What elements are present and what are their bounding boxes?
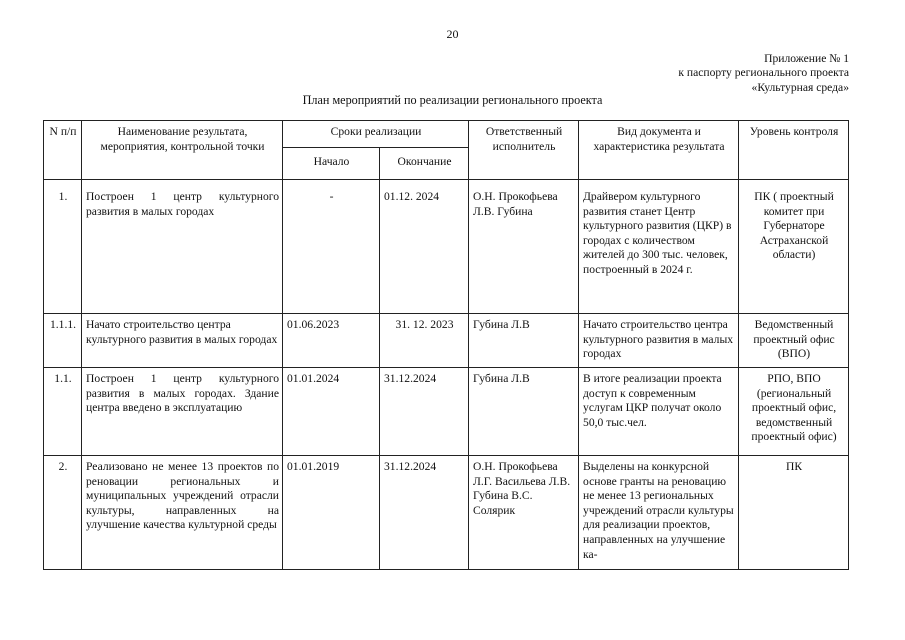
- row-start: 01.06.2023: [283, 314, 380, 368]
- table-row: [44, 368, 849, 456]
- row-name: Построен 1 центр культурного развития в малых городах: [82, 180, 283, 314]
- table-row: [44, 456, 849, 570]
- row-start: 01.01.2024: [283, 368, 380, 456]
- header-name: Наименование результата, мероприятия, контрольной точки: [82, 121, 283, 180]
- row-name: Реализовано не менее 13 проектов по реновации региональных и муниципальных учреждений отрасли культуры, направленных на улучшение качества культурной среды: [82, 456, 283, 570]
- appendix-line-3: «Культурная среда»: [751, 80, 849, 94]
- row-num: 1.: [44, 180, 82, 314]
- page-number: 20: [446, 27, 459, 41]
- row-end: 31. 12. 2023: [380, 314, 469, 368]
- row-document: Начато строительство центра культурного развития в малых городах: [579, 314, 739, 368]
- header-terms: Сроки реализации: [283, 121, 469, 148]
- appendix-header: [678, 52, 849, 95]
- row-responsible: О.Н. Прокофьева Л.Г. Васильева Л.В. Губина В.С. Солярик: [469, 456, 579, 570]
- header-control: Уровень контроля: [739, 121, 849, 180]
- row-document: В итоге реализации проекта доступ к современным услугам ЦКР получат около 50,0 тыс.чел.: [579, 368, 739, 456]
- table-row: [44, 314, 849, 368]
- row-end: 31.12.2024: [380, 456, 469, 570]
- header-end: Окончание: [380, 148, 469, 180]
- row-num: 1.1.: [44, 368, 82, 456]
- row-start: -: [283, 180, 380, 314]
- row-control: РПО, ВПО (региональный проектный офис, ведомственный проектный офис): [739, 368, 849, 456]
- appendix-line-2: к паспорту регионального проекта: [678, 66, 849, 80]
- row-responsible: О.Н. Прокофьева Л.В. Губина: [469, 180, 579, 314]
- header-responsible: Ответственный исполнитель: [469, 121, 579, 180]
- row-control: ПК ( проектный комитет при Губернаторе Астраханской области): [739, 180, 849, 314]
- appendix-line-1: Приложение № 1: [764, 52, 849, 65]
- header-row-1: [44, 121, 849, 148]
- row-num: 2.: [44, 456, 82, 570]
- row-num: 1.1.1.: [44, 314, 82, 368]
- row-end: 01.12. 2024: [380, 180, 469, 314]
- row-name: Начато строительство центра культурного развития в малых городах: [82, 314, 283, 368]
- header-document: Вид документа и характеристика результата: [579, 121, 739, 180]
- row-end: 31.12.2024: [380, 368, 469, 456]
- row-responsible: Губина Л.В: [469, 314, 579, 368]
- row-responsible: Губина Л.В: [469, 368, 579, 456]
- plan-title: План мероприятий по реализации регионального проекта: [302, 93, 603, 107]
- header-num: N п/п: [44, 121, 82, 180]
- row-start: 01.01.2019: [283, 456, 380, 570]
- header-start: Начало: [283, 148, 380, 180]
- table-row: [44, 180, 849, 314]
- row-control: ПК: [739, 456, 849, 570]
- row-document: Выделены на конкурсной основе гранты на реновацию не менее 13 региональных учреждений отрасли культуры для реализации проектов, направленных на улучшение ка-: [579, 456, 739, 570]
- row-document: Драйвером культурного развития станет Центр культурного развития (ЦКР) в городах с количеством жителей до 300 тыс. человек, построенный в 2024 г.: [579, 180, 739, 314]
- plan-table: [43, 120, 849, 570]
- row-name: Построен 1 центр культурного развития в малых городах. Здание центра введено в эксплуатацию: [82, 368, 283, 456]
- row-control: Ведомственный проектный офис (ВПО): [739, 314, 849, 368]
